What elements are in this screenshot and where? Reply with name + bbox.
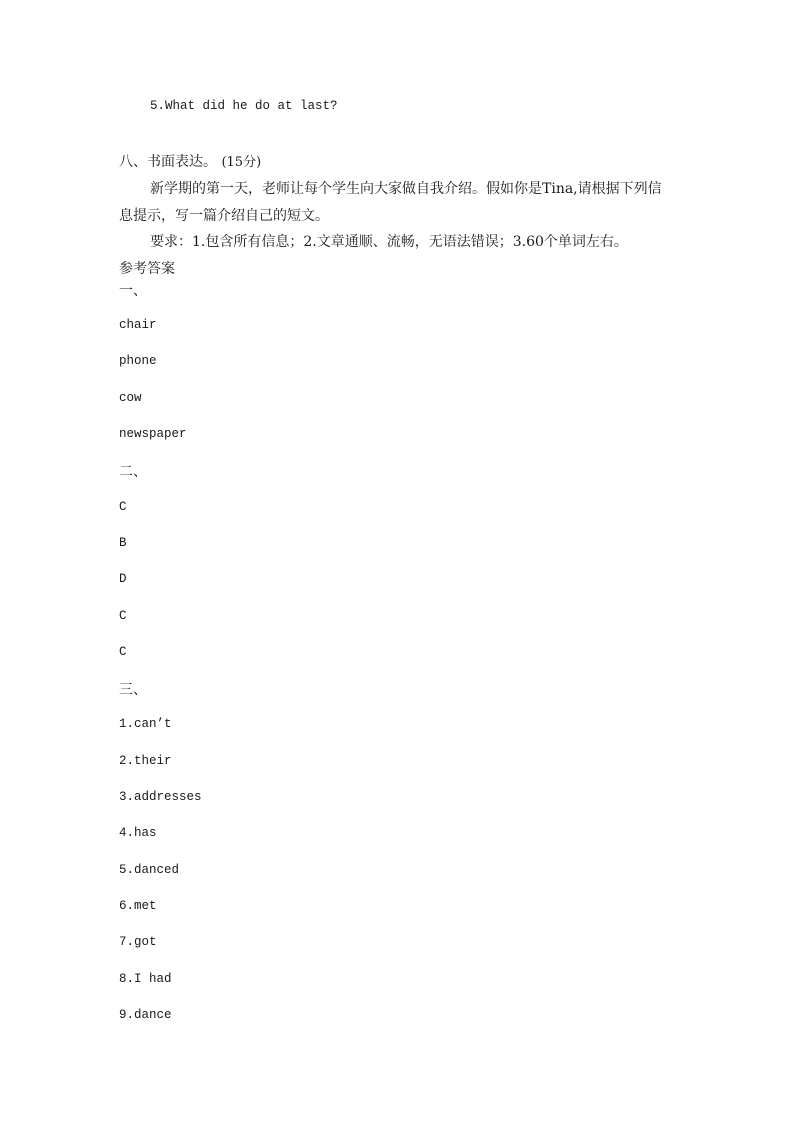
answers-part3-item: 1.can’t	[119, 717, 172, 731]
answers-part2-item: C	[119, 609, 127, 623]
answers-part3-label: 三、	[119, 682, 147, 698]
question-5: 5.What did he do at last?	[150, 99, 338, 113]
section-8-score: (15分)	[221, 155, 262, 170]
answers-part3-item: 9.dance	[119, 1008, 172, 1022]
answers-part2-item: C	[119, 500, 127, 514]
section-8-requirements: 要求：1.包含所有信息；2.文章通顺、流畅，无语法错误；3.60个单词左右。	[150, 234, 628, 250]
answers-part3-item: 8.I had	[119, 972, 172, 986]
section-8-heading	[119, 151, 261, 171]
answers-part2-item: C	[119, 645, 127, 659]
answers-part1-item: cow	[119, 391, 142, 405]
answers-part3-item: 7.got	[119, 935, 157, 949]
answers-part3-item: 2.their	[119, 754, 172, 768]
section-8-prompt-line2: 息提示，写一篇介绍自己的短文。	[119, 208, 329, 224]
answers-part1-item: newspaper	[119, 427, 187, 441]
answers-part1-label: 一、	[119, 283, 147, 299]
answers-part3-item: 5.danced	[119, 863, 180, 877]
section-8-title: 八、书面表达。	[119, 154, 217, 170]
answers-title: 参考答案	[119, 261, 175, 277]
answers-part1-item: chair	[119, 318, 157, 332]
answers-part2-label: 二、	[119, 464, 147, 480]
answers-part2-item: D	[119, 572, 127, 586]
answers-part3-item: 3.addresses	[119, 790, 202, 804]
section-8-prompt-line1: 新学期的第一天，老师让每个学生向大家做自我介绍。假如你是Tina,请根据下列信	[150, 181, 662, 197]
answers-part3-item: 4.has	[119, 826, 157, 840]
answers-part3-item: 6.met	[119, 899, 157, 913]
answers-part1-item: phone	[119, 354, 157, 368]
answers-part2-item: B	[119, 536, 127, 550]
